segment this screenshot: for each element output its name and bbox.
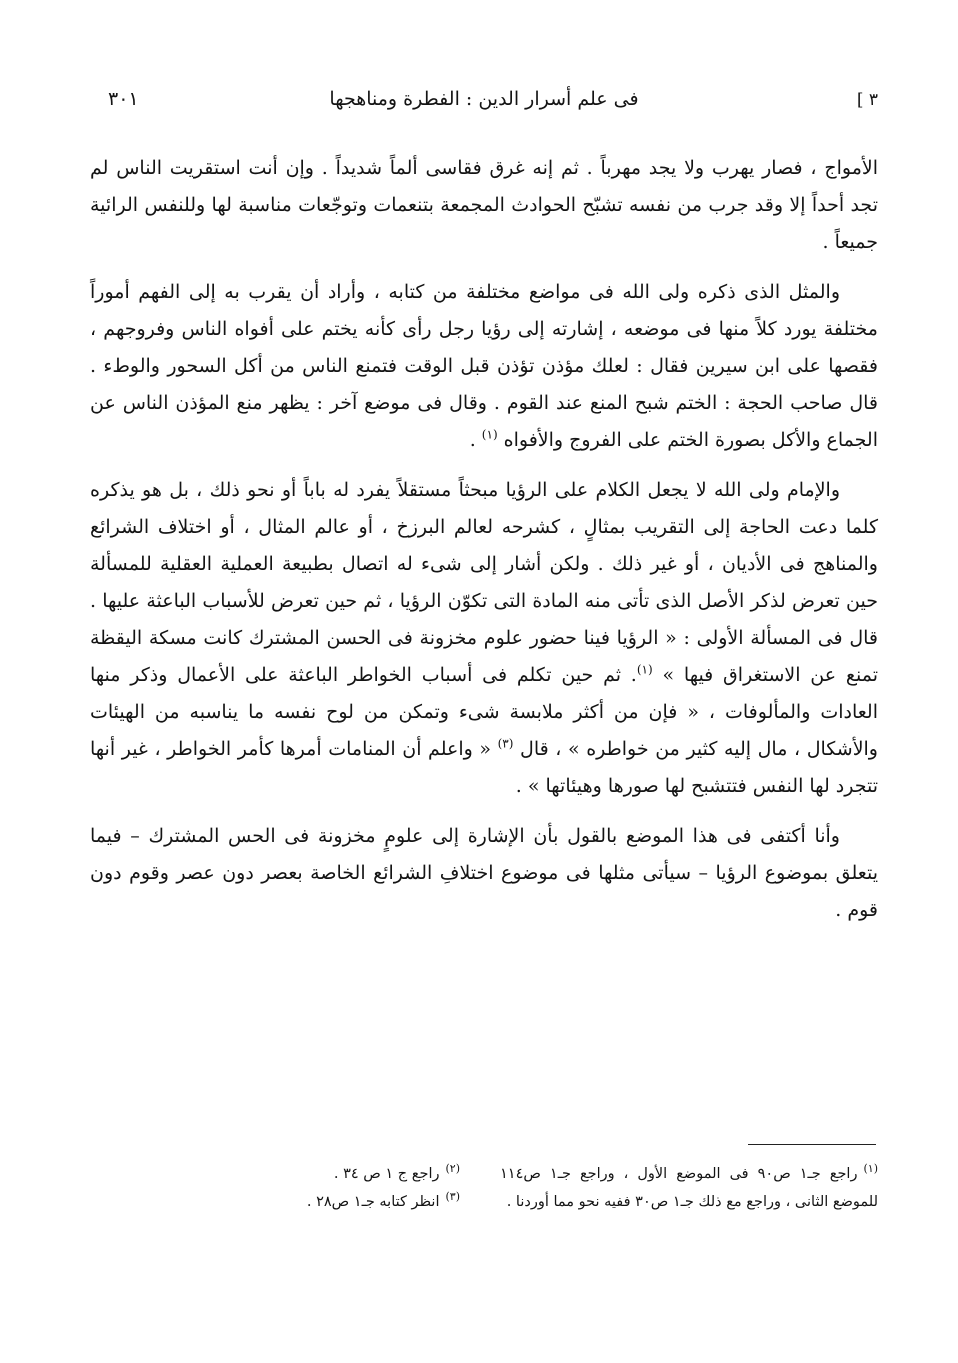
paragraph-3-part-c: « واعلم أن المنامات أمرها كأمر الخواطر ، غير أنها تتجرد لها النفس فتتشبح لها صورها وهيئاتها » .	[90, 738, 878, 797]
chapter-marker: ٣ ]	[856, 90, 878, 110]
footnote-1	[500, 1160, 878, 1216]
body-text	[90, 150, 878, 942]
footnote-ref-2: (١)	[636, 662, 653, 677]
page-number: ٣٠١	[108, 88, 139, 110]
paragraph-2-text: والمثل الذى ذكره ولى الله فى مواضع مختلفة من كتابه ، وأراد أن يقرب به إلى الفهم أموراً مختلفة يورد كلاً منها فى موضعه ، إشارته إلى رؤيا رجل رأى كأنه يختم على أفواه الناس وفروجهم ، فقصها على ابن سيرين فقال : لعلك مؤذن تؤذن قبل الوقت فتمنع الناس من أكل السحور والوطء . قال صاحب الحجة : الختم شبح المنع عند القوم . وقال فى موضع آخر : يظهر منع المؤذن الناس عن الجماع والأكل بصورة الختم على الفروج والأفواه	[90, 281, 878, 451]
footnote-2-text: راجع ج ١ ص ٣٤ .	[333, 1166, 440, 1182]
footnote-ref-3: (٣)	[497, 736, 514, 751]
paragraph-3-part-b: . ثم حين تكلم فى أسباب الخواطر الباعثة على الأعمال وذكر منها العادات والمألوفات ، « فإن من أكثر ملابسة شىء وتمكن من لوح نفسه ما يناسبه من الهيئات والأشكال ، مال إليه كثير من خواطره » ، قال	[90, 664, 878, 760]
paragraph-3-part-a: والإمام ولى الله لا يجعل الكلام على الرؤيا مبحثاً مستقلاً يفرد له باباً أو نحو ذلك ، بل هو يذكره كلما دعت الحاجة إلى التقريب بمثالٍ ، كشرحه لعالم البرزخ ، أو عالم المثال ، أو اختلاف الشرائع والمناهج فى الأديان ، أو غير ذلك . ولكن أشار إلى شىء له اتصال بطبيعة العملية العقلية للمسألة حين تعرض لذكر الأصل الذى تأتى منه المادة التى تكوّن الرؤيا ، ثم حين تعرض للأسباب الباعثة عليها . قال فى المسألة الأولى : « الرؤيا فينا حضور علوم مخزونة فى الحسن المشترك كانت مسكة اليقظة تمنع عن الاستغراق فيها »	[90, 479, 878, 686]
paragraph-2-end: .	[469, 429, 482, 451]
footnote-3	[230, 1188, 460, 1216]
footnote-3-number: (٣)	[445, 1190, 460, 1204]
footnote-column-left	[230, 1160, 460, 1216]
paragraph-4: وأنا أكتفى فى هذا الموضع بالقول بأن الإشارة إلى علومٍ مخزونة فى الحس المشترك – فيما يتعلق بموضوع الرؤيا – سيأتى مثلها فى موضوع اختلافِ الشرائع الخاصة بعصر دون عصر وقوم دون قوم .	[90, 825, 878, 921]
footnote-2-number: (٢)	[445, 1162, 460, 1176]
footnote-3-text: انظر كتابه جـ١ ص٢٨ .	[306, 1194, 440, 1210]
footnote-2	[230, 1160, 460, 1188]
footnote-1-text: راجع جـ١ ص٩٠ فى الموضع الأول ، وراجع جـ١ ص١١٤ للموضع الثانى ، وراجع مع ذلك جـ١ ص٣٠ ففيه نحو مما أوردنا .	[500, 1166, 878, 1210]
page-header	[90, 86, 878, 122]
footnote-ref-1: (١)	[481, 427, 498, 442]
footnote-divider	[748, 1144, 876, 1145]
paragraph-2	[90, 274, 878, 459]
footnote-1-number: (١)	[863, 1162, 878, 1176]
paragraph-1: الأمواج ، فصار يهرب ولا يجد مهرباً . ثم إنه غرق فقاسى ألماً شديداً . وإن أنت استقريت الناس لم تجد أحداً إلا وقد جرب من نفسه تشبّح الحوادث المجمعة بتنعمات وتوجّعات مناسبة لها وللنفس الرائية جميعاً .	[90, 157, 878, 253]
footnote-column-right	[500, 1160, 878, 1216]
paragraph-3	[90, 472, 878, 805]
running-title: فى علم أسرار الدين : الفطرة ومناهجها	[329, 88, 639, 110]
